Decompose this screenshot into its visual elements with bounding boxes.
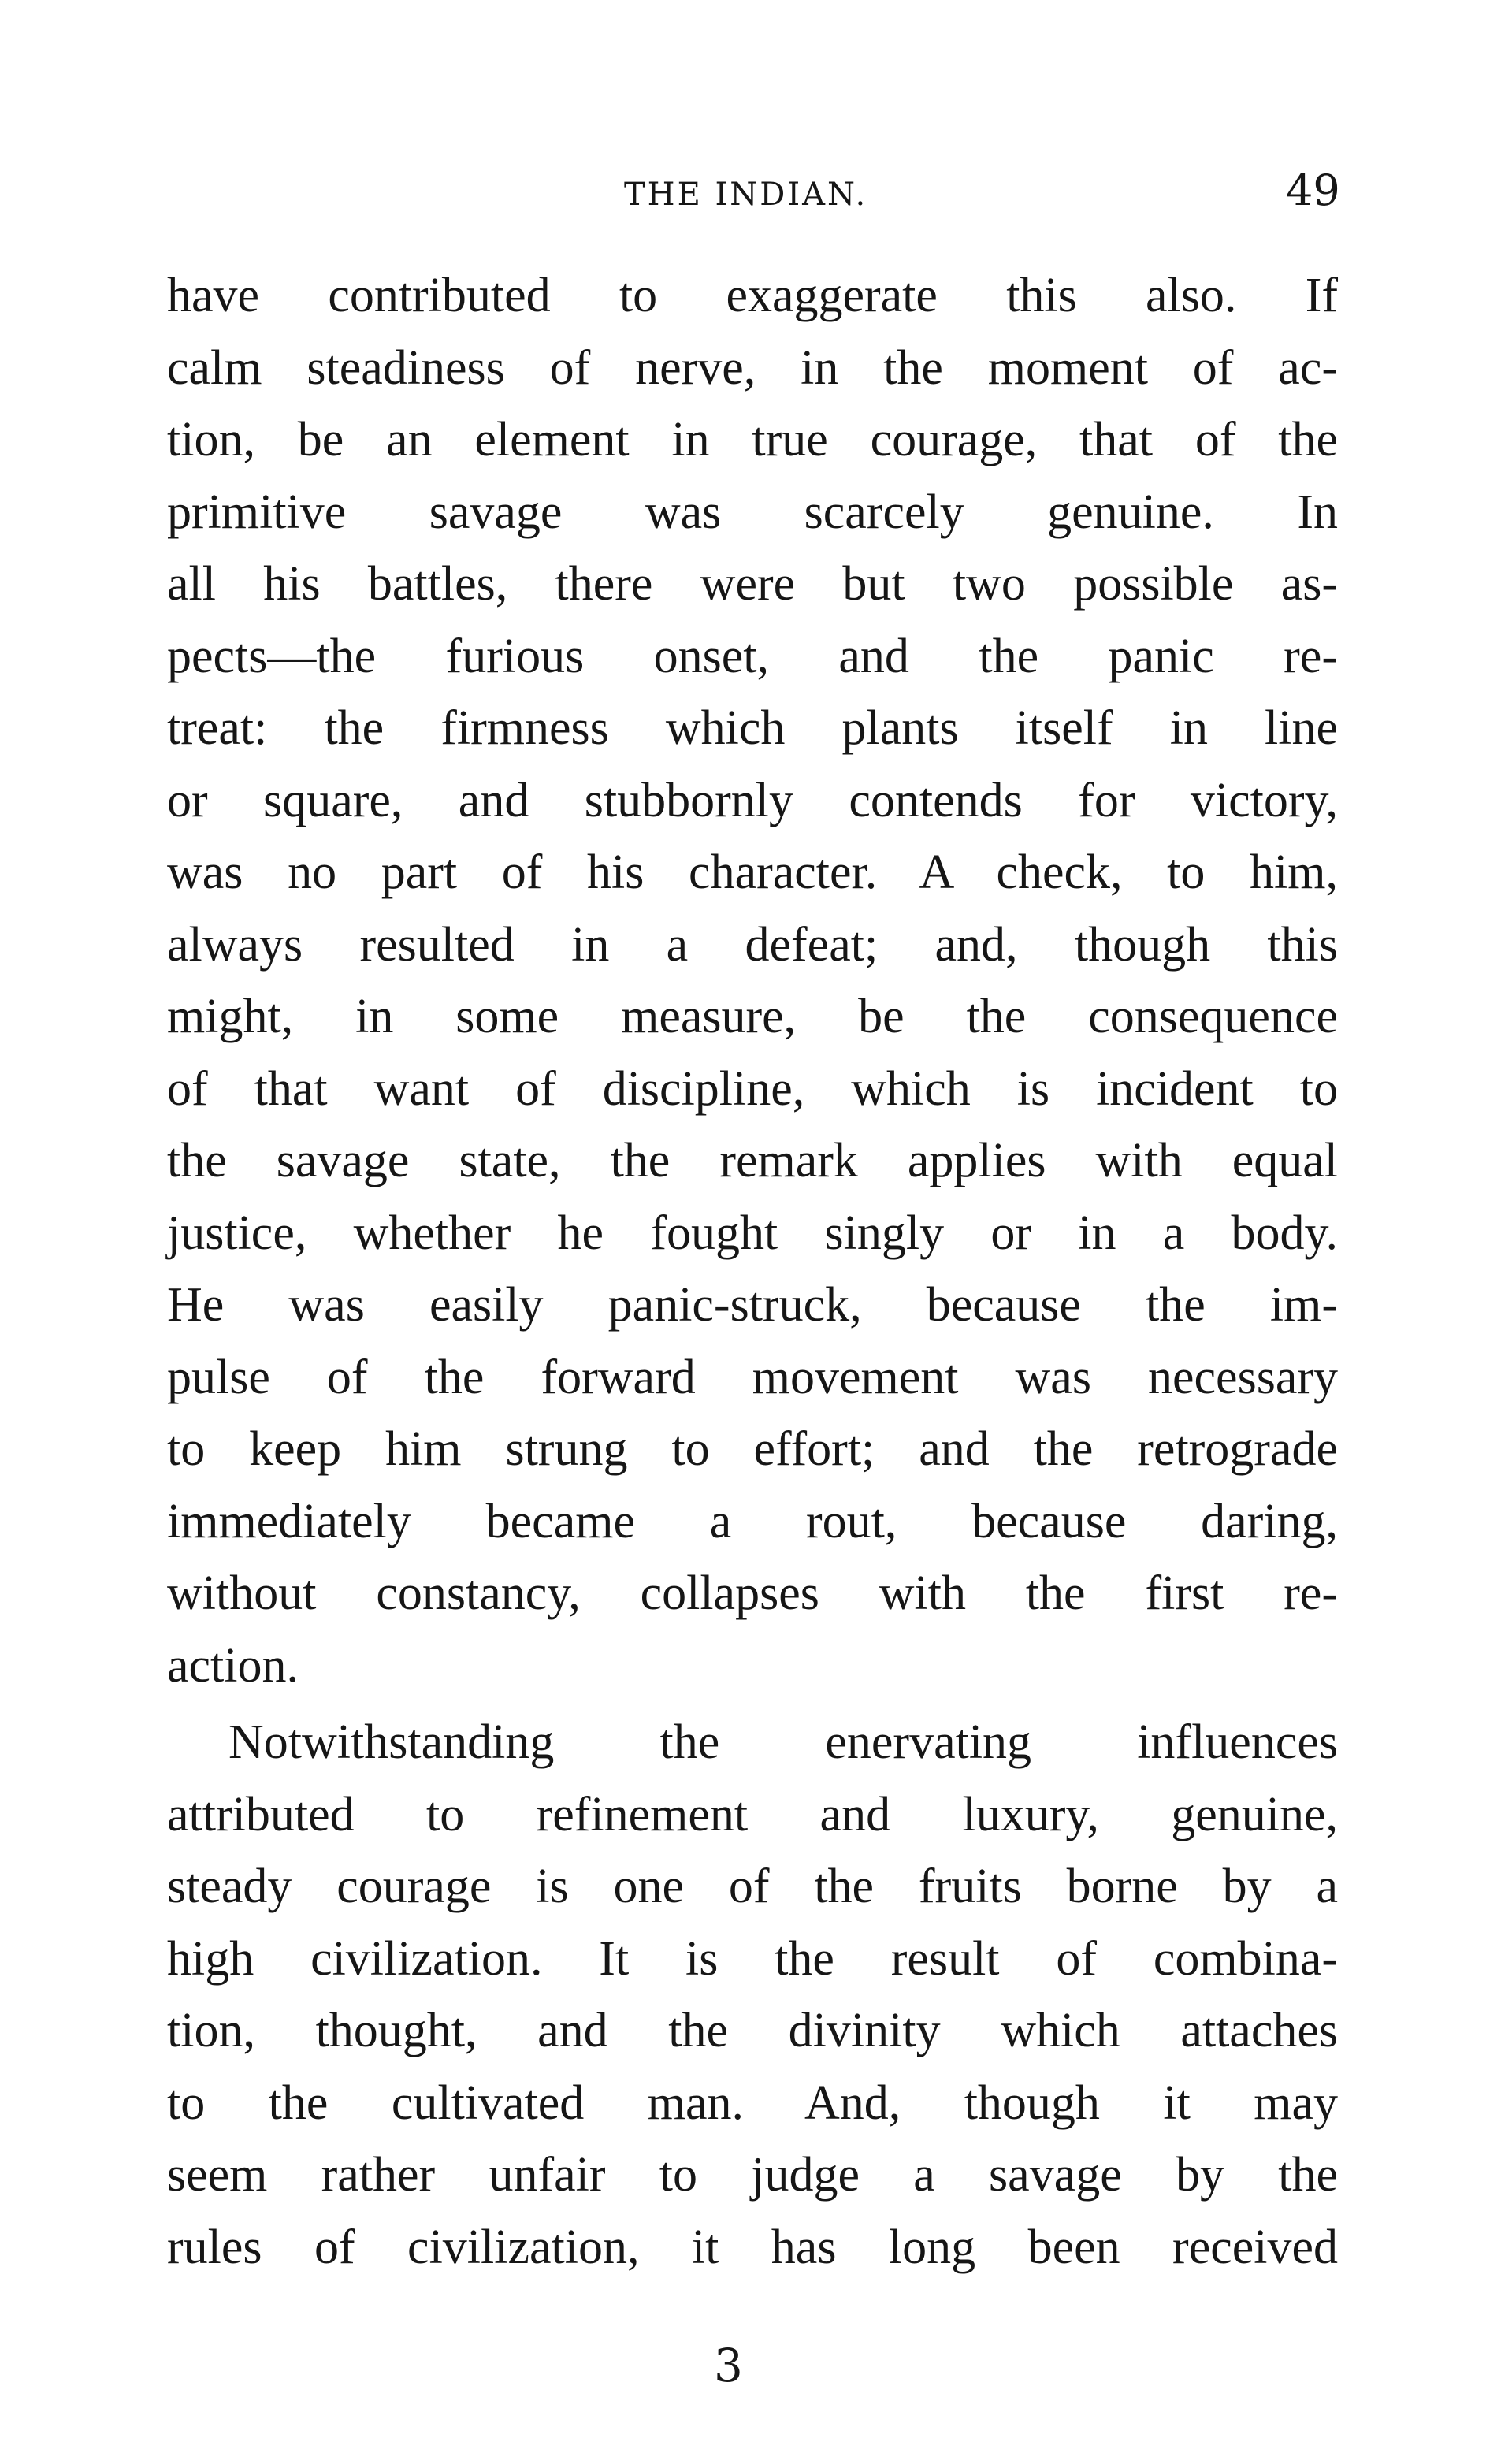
text-line: justice, whether he fought singly or in a body. [167,1206,1338,1260]
text-line: have contributed to exaggerate this also. If [167,269,1338,322]
text-line: action. [167,1638,299,1693]
text-line: or square, and stubbornly contends for victory, [167,773,1338,827]
paragraph-1 [167,260,1338,1702]
running-title: THE INDIAN. [624,177,868,213]
text-line: high civilization. It is the result of combina- [167,1931,1338,1986]
text-line: seem rather unfair to judge a savage by the [167,2148,1338,2202]
text-line: pulse of the forward movement was necessary [167,1350,1338,1404]
text-line: calm steadiness of nerve, in the moment of ac- [167,340,1338,395]
signature-mark [0,2339,1512,2392]
text-line: treat: the firmness which plants itself in line [167,701,1338,755]
text-line: rules of civilization, it has long been received [167,2220,1338,2274]
running-head [0,165,1512,221]
text-line: of that want of discipline, which is incident to [167,1061,1338,1116]
text-line: pects—the furious onset, and the panic re- [167,629,1338,683]
text-line: might, in some measure, be the consequence [167,990,1338,1043]
text-line: the savage state, the remark applies with equal [167,1134,1338,1187]
text-line: He was easily panic-struck, because the im- [167,1278,1338,1332]
text-line: tion, thought, and the divinity which attaches [167,2004,1338,2057]
page-number: 49 [1286,165,1340,215]
signature-number: 3 [714,2339,743,2392]
text-line: was no part of his character. A check, to him, [167,845,1338,899]
paragraph-2 [167,1707,1338,2284]
text-line: attributed to refinement and luxury, genuine, [167,1787,1338,1841]
text-line: Notwithstanding the enervating influences [228,1715,1338,1769]
text-line: to the cultivated man. And, though it may [167,2076,1338,2130]
text-line: steady courage is one of the fruits borne by a [167,1860,1338,1913]
text-line: immediately became a rout, because daring, [167,1494,1338,1548]
body-text [167,260,1338,2284]
text-line: tion, be an element in true courage, that of the [167,413,1338,466]
text-line: all his battles, there were but two possible as- [167,557,1338,611]
text-line: always resulted in a defeat; and, though this [167,917,1338,972]
text-line: primitive savage was scarcely genuine. In [167,485,1338,539]
text-line: to keep him strung to effort; and the retrograde [167,1422,1338,1476]
text-line: without constancy, collapses with the first re- [167,1566,1338,1620]
